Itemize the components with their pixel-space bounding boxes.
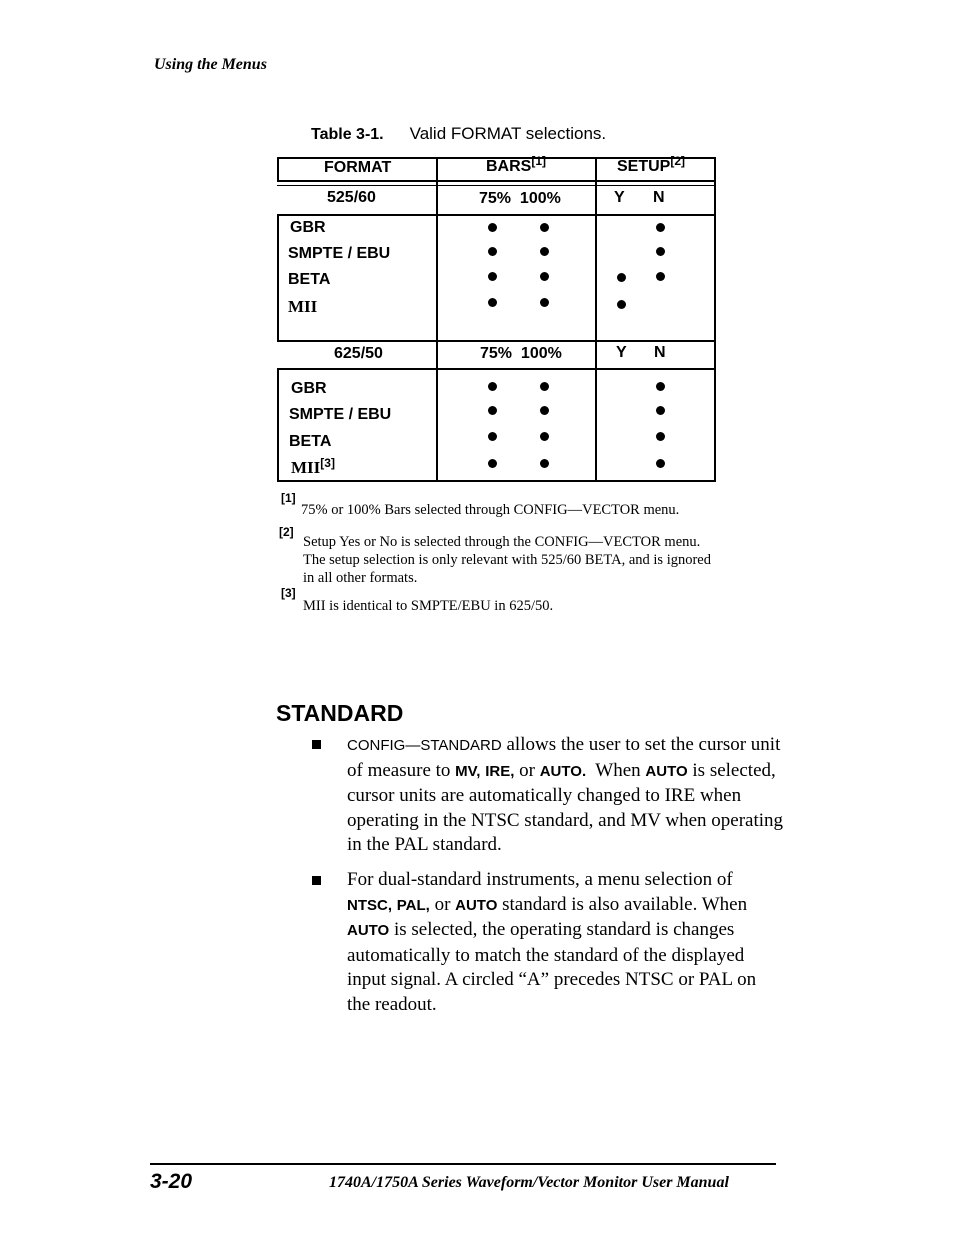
column-header-bars-label: BARS — [486, 158, 532, 175]
paragraph-text: or — [514, 759, 540, 781]
bullet-dot-icon — [656, 272, 665, 281]
group-standard-525: 525/60 — [327, 189, 376, 206]
column-header-format: FORMAT — [324, 159, 392, 176]
footnote-text: MII is identical to SMPTE/EBU in 625/50. — [303, 598, 554, 614]
bullet-dot-icon — [540, 432, 549, 441]
paragraph-text: or — [429, 893, 456, 915]
format-row-label: GBR — [291, 380, 327, 397]
format-row-label-text: MII — [291, 458, 321, 477]
format-row-label: SMPTE / EBU — [289, 406, 392, 423]
bullet-dot-icon — [540, 247, 549, 256]
footnote-ref-2: [2] — [670, 154, 686, 168]
format-row-label: SMPTE / EBU — [288, 245, 391, 262]
column-header-setup — [617, 154, 686, 176]
setup-n-subheader: N — [653, 189, 665, 206]
paragraph-text: is selected, the operating standard is changes automatically to match the standard of the displayed input signal. A circled “A” precedes NTSC or PAL on the readout. — [347, 919, 757, 1015]
menu-path: CONFIG—STANDARD — [347, 737, 502, 754]
paragraph-text: For dual-standard instruments, a menu selection of — [347, 869, 733, 890]
paragraph-dual-standard — [347, 868, 777, 1017]
footnote-mark: [1] — [281, 491, 296, 505]
footnote-ref-1: [1] — [531, 154, 547, 168]
bullet-dot-icon — [488, 432, 497, 441]
bullet-dot-icon — [656, 223, 665, 232]
option-mv: MV, — [455, 762, 481, 780]
bullet-dot-icon — [656, 459, 665, 468]
format-row-label: BETA — [288, 271, 331, 288]
bullet-dot-icon — [540, 382, 549, 391]
setup-y-subheader: Y — [614, 189, 625, 206]
format-row-label — [291, 458, 335, 478]
paragraph-text: is selected, cursor units are automatically changed to IRE when operating in the NTSC standard, and MV when operating in the PAL standard. — [347, 759, 784, 855]
footnote-text: Setup Yes or No is selected through the CONFIG—VECTOR menu. The setup selection is only relevant with 525/60 BETA, and is ignored in all other formats. — [303, 534, 711, 586]
bars-subheader: 75% 100% — [479, 190, 561, 207]
option-ntsc: NTSC, — [347, 896, 392, 914]
bullet-dot-icon — [540, 298, 549, 307]
option-auto: AUTO. — [539, 762, 587, 780]
bullet-dot-icon — [540, 272, 549, 281]
bullet-dot-icon — [617, 273, 626, 282]
bullet-dot-icon — [540, 406, 549, 415]
square-bullet-icon — [312, 740, 321, 749]
bullet-dot-icon — [488, 459, 497, 468]
running-head: Using the Menus — [154, 56, 267, 73]
bullet-dot-icon — [488, 247, 497, 256]
group-standard-625: 625/50 — [334, 345, 383, 362]
bullet-dot-icon — [488, 272, 497, 281]
table-number: Table 3-1. — [311, 126, 384, 143]
setup-n-subheader: N — [654, 344, 666, 361]
bullet-dot-icon — [488, 382, 497, 391]
table-title: Valid FORMAT selections. — [409, 124, 607, 143]
bullet-dot-icon — [656, 432, 665, 441]
footnote-text: 75% or 100% Bars selected through CONFIG—VECTOR menu. — [301, 502, 680, 518]
page-number: 3-20 — [150, 1170, 193, 1193]
column-header-setup-label: SETUP — [617, 158, 671, 175]
footnote-mark: [2] — [279, 525, 294, 539]
paragraph-text: standard is also available. When — [497, 893, 748, 915]
column-header-bars — [486, 154, 547, 176]
format-row-label: GBR — [290, 219, 326, 236]
footer-title: 1740A/1750A Series Waveform/Vector Monitor User Manual — [329, 1174, 729, 1191]
option-pal: PAL, — [396, 896, 430, 914]
footnote-mark: [3] — [281, 586, 296, 600]
paragraph-text: When — [586, 759, 646, 781]
option-ire: IRE, — [485, 762, 515, 780]
table-caption — [311, 124, 606, 144]
bullet-dot-icon — [656, 406, 665, 415]
paragraph-text: allows the user to set the cursor unit of measure to — [347, 734, 781, 781]
footer-rule — [150, 1163, 776, 1165]
square-bullet-icon — [312, 876, 321, 885]
bullet-dot-icon — [540, 223, 549, 232]
bullet-dot-icon — [656, 247, 665, 256]
bullet-dot-icon — [540, 459, 549, 468]
footnote-ref-3: [3] — [320, 456, 335, 470]
bars-subheader: 75% 100% — [480, 345, 562, 362]
bullet-dot-icon — [488, 406, 497, 415]
bullet-dot-icon — [488, 223, 497, 232]
setup-y-subheader: Y — [616, 344, 627, 361]
option-auto: AUTO — [645, 762, 688, 780]
paragraph-cursor-unit — [347, 733, 787, 858]
section-heading: STANDARD — [276, 700, 404, 726]
bullet-dot-icon — [617, 300, 626, 309]
option-auto: AUTO — [347, 922, 390, 939]
bullet-dot-icon — [656, 382, 665, 391]
format-row-label: BETA — [289, 433, 332, 450]
bullet-dot-icon — [488, 298, 497, 307]
option-auto: AUTO — [455, 896, 498, 914]
format-row-label: MII — [288, 297, 318, 316]
